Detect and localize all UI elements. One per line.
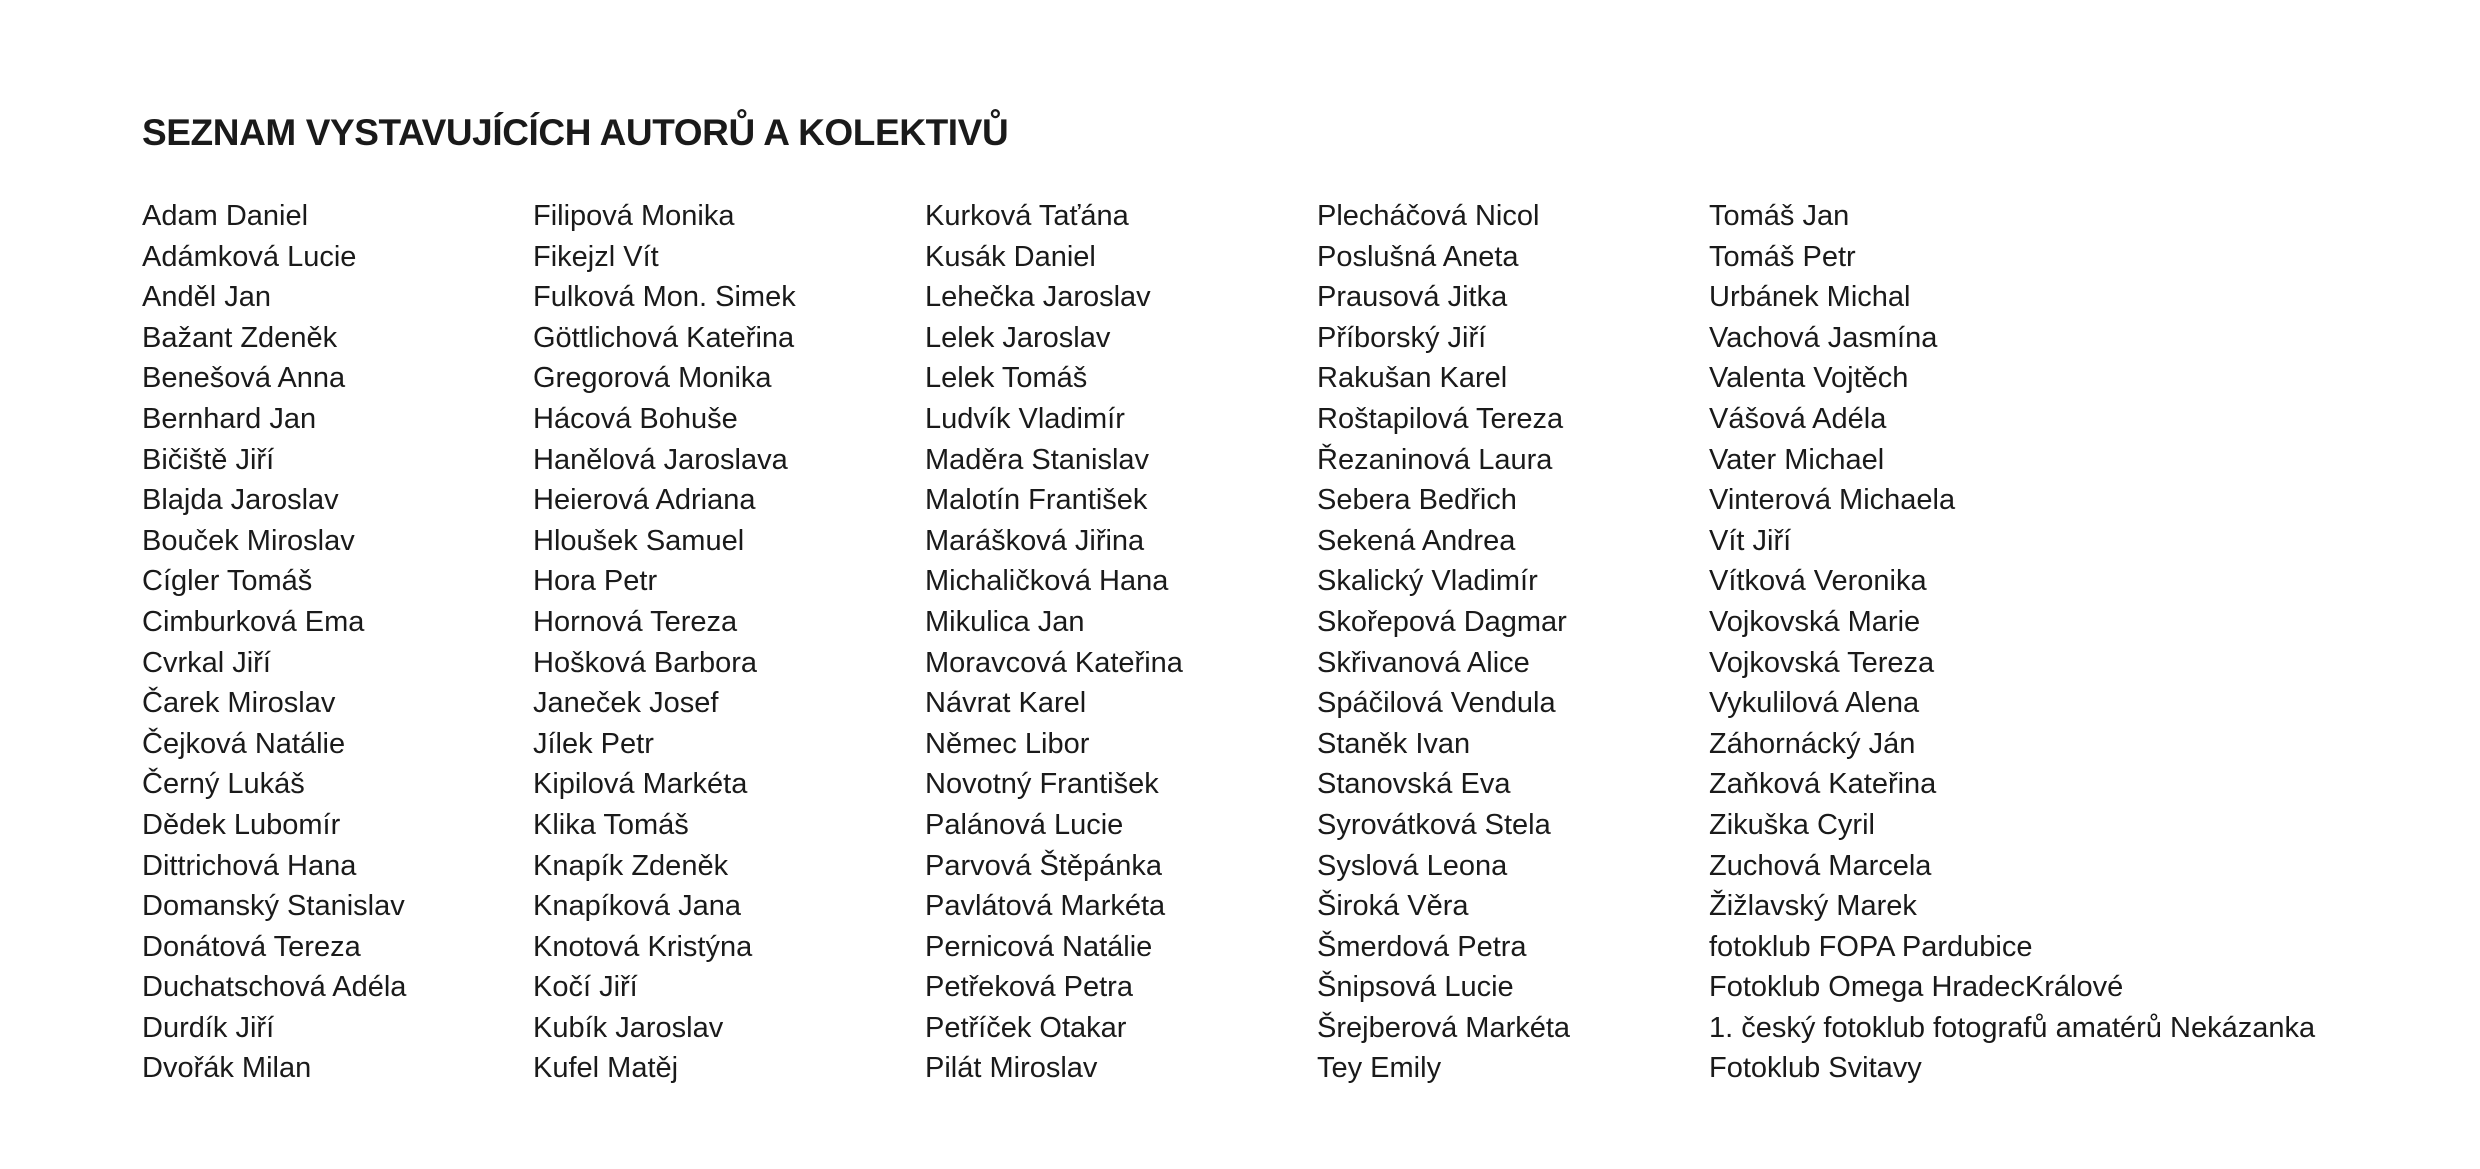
author-entry: Pernicová Natálie — [925, 930, 1153, 963]
author-entry: Vojkovská Marie — [1709, 605, 1921, 638]
author-column-5 — [1709, 196, 2315, 1089]
author-column-4 — [1317, 196, 1570, 1089]
author-entry: Bičiště Jiří — [142, 443, 275, 476]
author-entry: Sebera Bedřich — [1317, 484, 1517, 517]
author-entry: Prausová Jitka — [1317, 281, 1508, 314]
author-entry: Fotoklub Omega HradecKrálové — [1709, 971, 2124, 1004]
author-entry: Žižlavský Marek — [1709, 890, 1917, 923]
author-entry: Lehečka Jaroslav — [925, 281, 1151, 314]
author-entry: Vítková Veronika — [1709, 565, 1927, 598]
author-entry: Malotín František — [925, 484, 1148, 517]
author-entry: Klika Tomáš — [533, 808, 689, 841]
author-entry: Benešová Anna — [142, 362, 346, 395]
author-entry: Lelek Jaroslav — [925, 321, 1111, 354]
author-entry: Vít Jiří — [1709, 524, 1792, 557]
author-entry: Stanovská Eva — [1317, 768, 1511, 801]
author-entry: Sekená Andrea — [1317, 524, 1516, 557]
author-entry: Vinterová Michaela — [1709, 484, 1956, 517]
author-entry: Zuchová Marcela — [1709, 849, 1932, 882]
author-entry: Vykulilová Alena — [1709, 687, 1920, 720]
author-column-1 — [142, 196, 406, 1089]
author-entry: Marášková Jiřina — [925, 524, 1145, 557]
author-entry: Cvrkal Jiří — [142, 646, 271, 679]
author-entry: Fotoklub Svitavy — [1709, 1052, 1922, 1085]
author-list — [142, 196, 2442, 1096]
author-entry: Mikulica Jan — [925, 605, 1085, 638]
author-entry: Bernhard Jan — [142, 402, 317, 435]
author-entry: Plecháčová Nicol — [1317, 200, 1540, 232]
author-entry: Valenta Vojtěch — [1709, 362, 1909, 395]
author-entry: fotoklub FOPA Pardubice — [1709, 930, 2033, 963]
author-entry: Gregorová Monika — [533, 362, 772, 395]
author-entry: Blajda Jaroslav — [142, 484, 339, 517]
author-entry: Domanský Stanislav — [142, 890, 405, 923]
author-entry: Dědek Lubomír — [142, 808, 341, 841]
author-column-2 — [533, 196, 796, 1089]
author-entry: Návrat Karel — [925, 687, 1087, 720]
author-entry: Tomáš Jan — [1709, 200, 1850, 232]
author-entry: Syslová Leona — [1317, 849, 1508, 882]
author-entry: Vachová Jasmína — [1709, 321, 1938, 354]
author-entry: Hloušek Samuel — [533, 524, 745, 557]
author-entry: Novotný František — [925, 768, 1159, 801]
author-entry: Heierová Adriana — [533, 484, 756, 517]
author-entry: Poslušná Aneta — [1317, 240, 1519, 273]
author-entry: Kufel Matěj — [533, 1052, 679, 1085]
author-entry: Dittrichová Hana — [142, 849, 357, 882]
author-entry: Bouček Miroslav — [142, 524, 355, 557]
author-entry: Donátová Tereza — [142, 930, 361, 963]
author-entry: Spáčilová Vendula — [1317, 687, 1556, 720]
author-entry: Adámková Lucie — [142, 240, 357, 273]
author-entry: Kočí Jiří — [533, 971, 638, 1004]
author-entry: 1. český fotoklub fotografů amatérů Nekázanka — [1709, 1011, 2316, 1044]
author-entry: Roštapilová Tereza — [1317, 402, 1564, 435]
author-entry: Göttlichová Kateřina — [533, 321, 795, 354]
author-entry: Hácová Bohuše — [533, 402, 738, 435]
author-entry: Bažant Zdeněk — [142, 321, 338, 354]
author-entry: Knapíková Jana — [533, 890, 741, 923]
author-entry: Pavlátová Markéta — [925, 890, 1166, 923]
author-entry: Rakušan Karel — [1317, 362, 1508, 395]
page-title: SEZNAM VYSTAVUJÍCÍCH AUTORŮ A KOLEKTIVŮ — [142, 112, 1009, 153]
author-entry: Šrejberová Markéta — [1317, 1011, 1571, 1044]
author-entry: Fikejzl Vít — [533, 240, 659, 273]
author-entry: Duchatschová Adéla — [142, 971, 407, 1004]
author-entry: Němec Libor — [925, 727, 1090, 760]
author-entry: Adam Daniel — [142, 200, 309, 232]
author-entry: Široká Věra — [1317, 890, 1469, 923]
author-entry: Knotová Kristýna — [533, 930, 753, 963]
author-entry: Palánová Lucie — [925, 808, 1124, 841]
author-entry: Vater Michael — [1709, 443, 1885, 476]
author-entry: Záhornácký Ján — [1709, 727, 1916, 760]
author-entry: Anděl Jan — [142, 281, 271, 314]
author-entry: Kipilová Markéta — [533, 768, 748, 801]
author-entry: Syrovátková Stela — [1317, 808, 1551, 841]
author-entry: Šmerdová Petra — [1317, 930, 1527, 963]
author-entry: Filipová Monika — [533, 200, 735, 232]
author-entry: Janeček Josef — [533, 687, 719, 720]
author-entry: Černý Lukáš — [142, 768, 305, 801]
author-entry: Cígler Tomáš — [142, 565, 313, 598]
author-entry: Dvořák Milan — [142, 1052, 312, 1085]
author-entry: Tomáš Petr — [1709, 240, 1856, 273]
author-entry: Jílek Petr — [533, 727, 654, 760]
author-entry: Zikuška Cyril — [1709, 808, 1875, 841]
author-entry: Řezaninová Laura — [1317, 443, 1553, 476]
author-entry: Petřeková Petra — [925, 971, 1133, 1004]
author-entry: Petříček Otakar — [925, 1011, 1127, 1044]
author-entry: Příborský Jiří — [1317, 321, 1487, 354]
author-entry: Hornová Tereza — [533, 605, 738, 638]
author-entry: Skalický Vladimír — [1317, 565, 1538, 598]
author-entry: Ludvík Vladimír — [925, 402, 1125, 435]
author-entry: Vojkovská Tereza — [1709, 646, 1935, 679]
author-entry: Durdík Jiří — [142, 1011, 275, 1044]
author-entry: Hošková Barbora — [533, 646, 758, 679]
author-entry: Zaňková Kateřina — [1709, 768, 1937, 801]
author-entry: Tey Emily — [1317, 1052, 1442, 1085]
author-entry: Cimburková Ema — [142, 605, 365, 638]
author-entry: Lelek Tomáš — [925, 362, 1088, 395]
author-entry: Knapík Zdeněk — [533, 849, 729, 882]
author-entry: Michaličková Hana — [925, 565, 1169, 598]
author-entry: Fulková Mon. Simek — [533, 281, 796, 314]
author-entry: Čarek Miroslav — [142, 687, 336, 720]
author-entry: Čejková Natálie — [142, 727, 346, 760]
author-entry: Maděra Stanislav — [925, 443, 1150, 476]
author-entry: Urbánek Michal — [1709, 281, 1911, 314]
author-entry: Kubík Jaroslav — [533, 1011, 724, 1044]
author-entry: Hanělová Jaroslava — [533, 443, 788, 476]
author-entry: Hora Petr — [533, 565, 658, 598]
author-entry: Kurková Taťána — [925, 200, 1129, 232]
author-entry: Skořepová Dagmar — [1317, 605, 1567, 638]
author-entry: Moravcová Kateřina — [925, 646, 1183, 679]
author-entry: Šnipsová Lucie — [1317, 971, 1514, 1004]
author-entry: Parvová Štěpánka — [925, 849, 1162, 882]
author-entry: Staněk Ivan — [1317, 727, 1471, 760]
author-entry: Vášová Adéla — [1709, 402, 1887, 435]
author-column-3 — [925, 196, 1183, 1089]
author-entry: Pilát Miroslav — [925, 1052, 1098, 1085]
author-entry: Kusák Daniel — [925, 240, 1096, 273]
author-entry: Skřivanová Alice — [1317, 646, 1530, 679]
